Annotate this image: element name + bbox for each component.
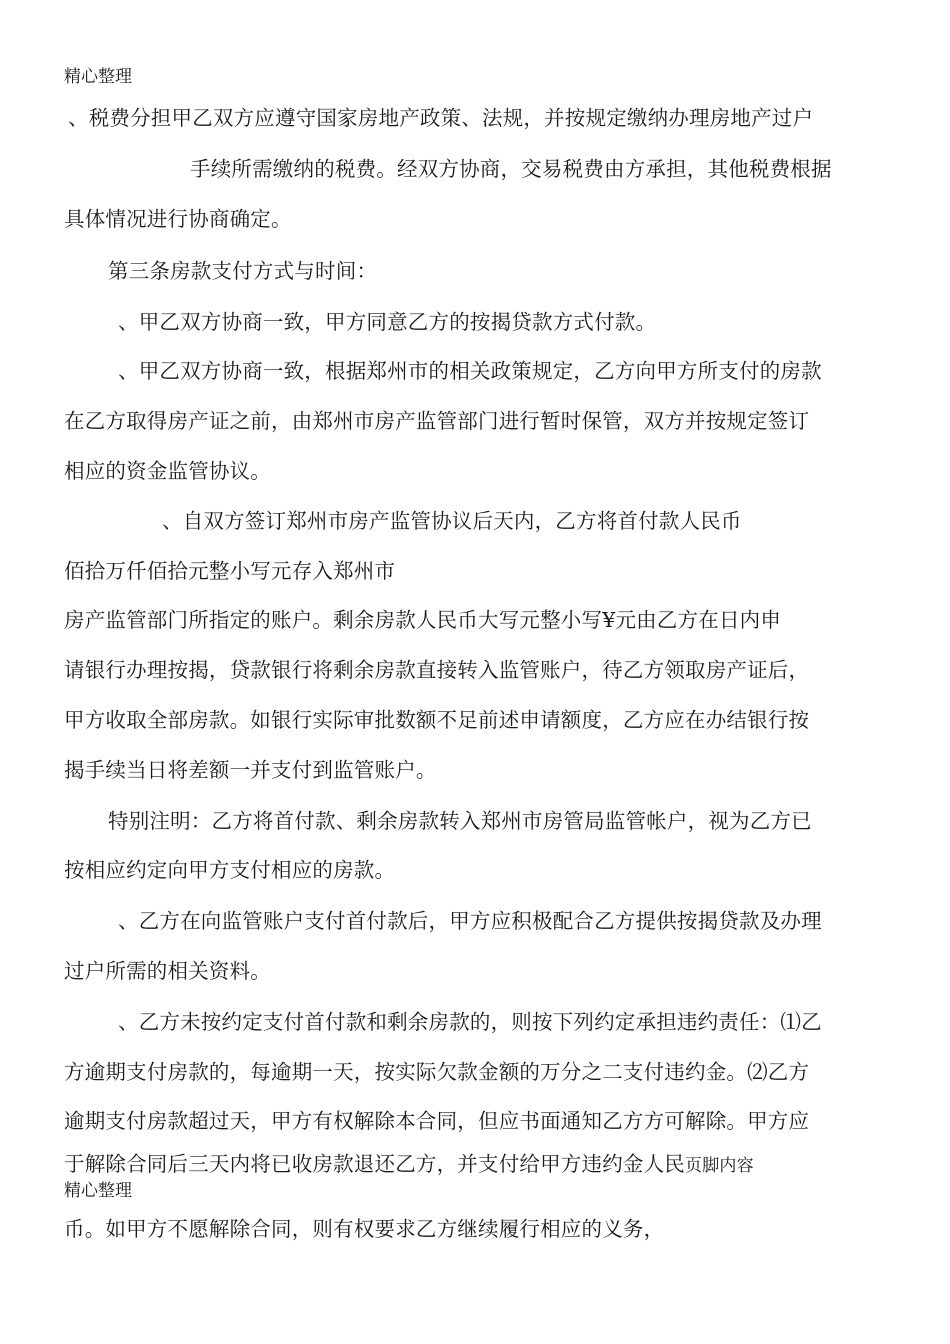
paragraph-line: 佰拾万仟佰拾元整小写元存入郑州市 — [64, 559, 396, 583]
paragraph-line: 具体情况进行协商确定。 — [64, 207, 292, 231]
paragraph-line-with-footer — [64, 1150, 754, 1180]
paragraph-line: 、乙方未按约定支付首付款和剩余房款的，则按下列约定承担违约责任：⑴乙 — [118, 1010, 822, 1034]
paragraph-line: 在乙方取得房产证之前，由郑州市房产监管部门进行暂时保管，双方并按规定签订 — [64, 409, 810, 433]
paragraph-line: 相应的资金监管协议。 — [64, 459, 271, 483]
paragraph-line: 按相应约定向甲方支付相应的房款。 — [64, 858, 396, 882]
paragraph-line: 特别注明：乙方将首付款、剩余房款转入郑州市房管局监管帐户，视为乙方已 — [108, 809, 812, 833]
paragraph-line: 、税费分担甲乙双方应遵守国家房地产政策、法规，并按规定缴纳办理房地产过户 — [68, 106, 814, 130]
paragraph-line: 逾期支付房款超过天，甲方有权解除本合同，但应书面通知乙方方可解除。甲方应 — [64, 1109, 810, 1133]
paragraph-line: 、甲乙双方协商一致，根据郑州市的相关政策规定，乙方向甲方所支付的房款 — [118, 359, 822, 383]
page-header-next: 精心整理 — [64, 1181, 132, 1201]
paragraph-line: 币。如甲方不愿解除合同，则有权要求乙方继续履行相应的义务， — [64, 1217, 665, 1241]
page-header: 精心整理 — [64, 67, 132, 87]
paragraph-line: 房产监管部门所指定的账户。剩余房款人民币大写元整小写¥元由乙方在日内申 — [64, 608, 782, 632]
paragraph-text: 于解除合同后三天内将已收房款退还乙方，并支付给甲方违约金人民 — [64, 1152, 685, 1176]
paragraph-line: 手续所需缴纳的税费。经双方协商，交易税费由方承担，其他税费根据 — [190, 157, 832, 181]
section-heading: 第三条房款支付方式与时间： — [108, 259, 378, 283]
paragraph-line: 方逾期支付房款的，每逾期一天，按实际欠款金额的万分之二支付违约金。⑵乙方 — [64, 1060, 810, 1084]
paragraph-line: 、乙方在向监管账户支付首付款后，甲方应积极配合乙方提供按揭贷款及办理 — [118, 909, 822, 933]
paragraph-line: 揭手续当日将差额一并支付到监管账户。 — [64, 758, 437, 782]
page-footer: 页脚内容 — [685, 1156, 754, 1176]
paragraph-line: 请银行办理按揭，贷款银行将剩余房款直接转入监管账户，待乙方领取房产证后， — [64, 658, 810, 682]
paragraph-line: 甲方收取全部房款。如银行实际审批数额不足前述申请额度，乙方应在办结银行按 — [64, 708, 810, 732]
paragraph-line: 过户所需的相关资料。 — [64, 959, 271, 983]
paragraph-line: 、自双方签订郑州市房产监管协议后天内，乙方将首付款人民币 — [162, 509, 742, 533]
paragraph-line: 、甲乙双方协商一致，甲方同意乙方的按揭贷款方式付款。 — [118, 310, 657, 334]
